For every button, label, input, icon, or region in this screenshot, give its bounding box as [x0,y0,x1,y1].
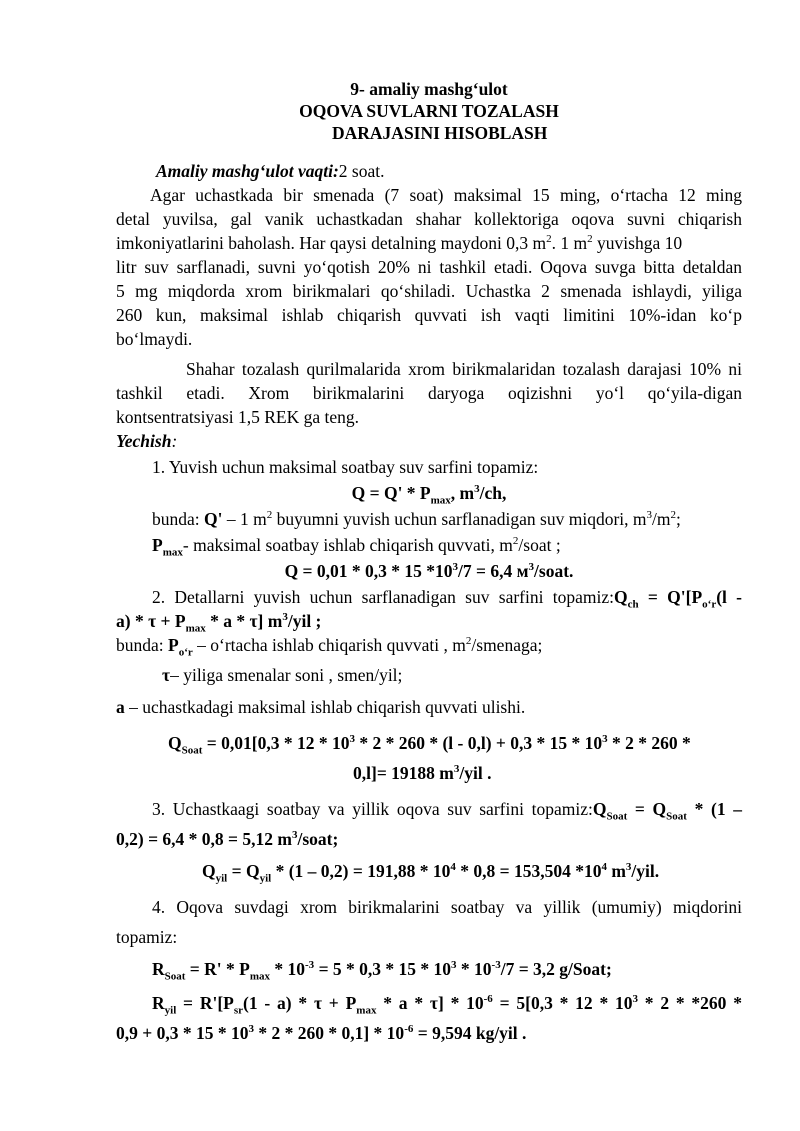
step-2: 2. Detallarni yuvish uchun sarflanadigan suv sarfini $topamiz:Q_{ch} = Q'[P_{o‘r}(l$ - [152,587,742,611]
problem-line: bo‘lmaydi. [116,329,193,349]
step-2-line-2: $a) * \tau + P_{max} * a * \tau$] $m^3$/yil ; [116,611,322,635]
qsoat-formula-line-2: 0,l]= 19188 $m^3$/yil . [353,763,492,783]
problem-line: litr suv sarflanadi, suvni yo‘qotish 20% ni tashkil etadi. Oqova suvga bitta detaldan [116,257,742,277]
step-3-line-2: 0,2) = 6,4 * 0,8 = 5,12 $m^3$/soat; [116,829,339,849]
title-line-1: 9- amaliy mashg‘ulot [350,79,508,99]
step-4-line-2: topamiz: [116,927,178,947]
problem-line: 5 mg miqdorda xrom birikmalari qo‘shiladi. Uchastka 2 smenada ishlaydi, yiliga [116,281,742,301]
problem-line: Shahar tozalash qurilmalarida xrom birikmalaridan tozalash darajasi 10% ni [186,359,742,379]
problem-line: kontsentratsiyasi 1,5 REK ga teng. [116,407,360,427]
rsoat-formula: $R_{Soat} = R' * P_{max} * 10^{-3} = 5 * 0,3 * 15 * 10^3 * 10^{-3}/7 = 3,2$ g/Soat; [152,959,612,983]
formula-2: Q = 0,01 * 0,3 * 15 $*10^3/7 = 6,4$ $м^3$/soat. [284,561,574,581]
tau-definition: τ– yiliga smenalar soni , smen/yil; [162,665,403,685]
qsoat-formula-line-1: $Q_{Soat} = 0,01[0,3 * 12 * 10^3 * 2 * 260 * (l - 0,l) + 0,3 * 15 * 10^3 * 2 * 260$ * [168,733,691,757]
a-definition: a – uchastkadagi maksimal ishlab chiqarish quvvati ulishi. [116,697,526,717]
ryil-formula: $R_{yil} = R'[P_{sr}(1 - a) * \tau + P_{max} * a * \tau] * 10^{-6} = 5[0,3 * 12 * 10^3 * 2 * *260$ * [152,993,742,1017]
problem-line: imkoniyatlarini baholash. Har qaysi detalning maydoni 0,3 $m^2$. 1 $m^2$ yuvishga 10 [116,233,683,253]
step-4: 4. Oqova suvdagi xrom birikmalarini soatbay va yillik (umumiy) miqdorini [152,897,742,917]
solution-label: Yechish: [116,431,178,451]
bunda-2: bunda: $P_{o‘r}$ – o‘rtacha ishlab chiqarish quvvati , $m^2$/smenaga; [116,635,543,659]
qyil-formula: $Q_{yil} = Q_{yil} * (1 - 0,2) = 191,88 * 10^4 * 0,8 = 153,504$ $*10^4$ $m^3$/yil. [202,861,660,885]
title-line-3: DARAJASINI HISOBLASH [332,123,548,143]
bunda-1: bunda: Q' – 1 $m^2$ buyumni yuvish uchun sarflanadigan suv miqdori, $m^3/m^2$; [152,509,681,529]
step-3: 3. Uchastkaagi soatbay va yillik oqova suv sarfini $topamiz:Q_{Soat} = Q_{Soat} * (1$ – [152,799,742,823]
pmax-definition: $P_{max}-$ maksimal soatbay ishlab chiqarish quvvati, $m^2$/soat ; [152,535,561,559]
problem-line: Agar uchastkada bir smenada (7 soat) maksimal 15 ming, o‘rtacha 12 ming [150,185,742,205]
problem-line: tashkil etadi. Xrom birikmalarini daryoga oqizishni yo‘l qo‘yila-digan [116,383,742,403]
problem-line: detal yuvilsa, gal vanik uchastkadan shahar kollektoriga oqova suvni chiqarish [116,209,742,229]
step-1: 1. Yuvish uchun maksimal soatbay suv sarfini topamiz: [152,457,539,477]
formula-1: $Q = Q' * P_{max}$, $m^3/ch$, [351,483,507,507]
problem-line: 260 kun, maksimal ishlab chiqarish quvvati ish vaqti limitini 10%-idan ko‘p [116,305,742,325]
title-line-2: OQOVA SUVLARNI TOZALASH [299,101,559,121]
ryil-formula-line-2: $0,9 + 0,3 * 15 * 10^3 * 2 * 260 * 0,1] * 10^{-6} = 9,594$ kg/yil . [116,1023,527,1043]
lesson-time: Amaliy mashg‘ulot vaqti:2 soat. [156,161,385,181]
